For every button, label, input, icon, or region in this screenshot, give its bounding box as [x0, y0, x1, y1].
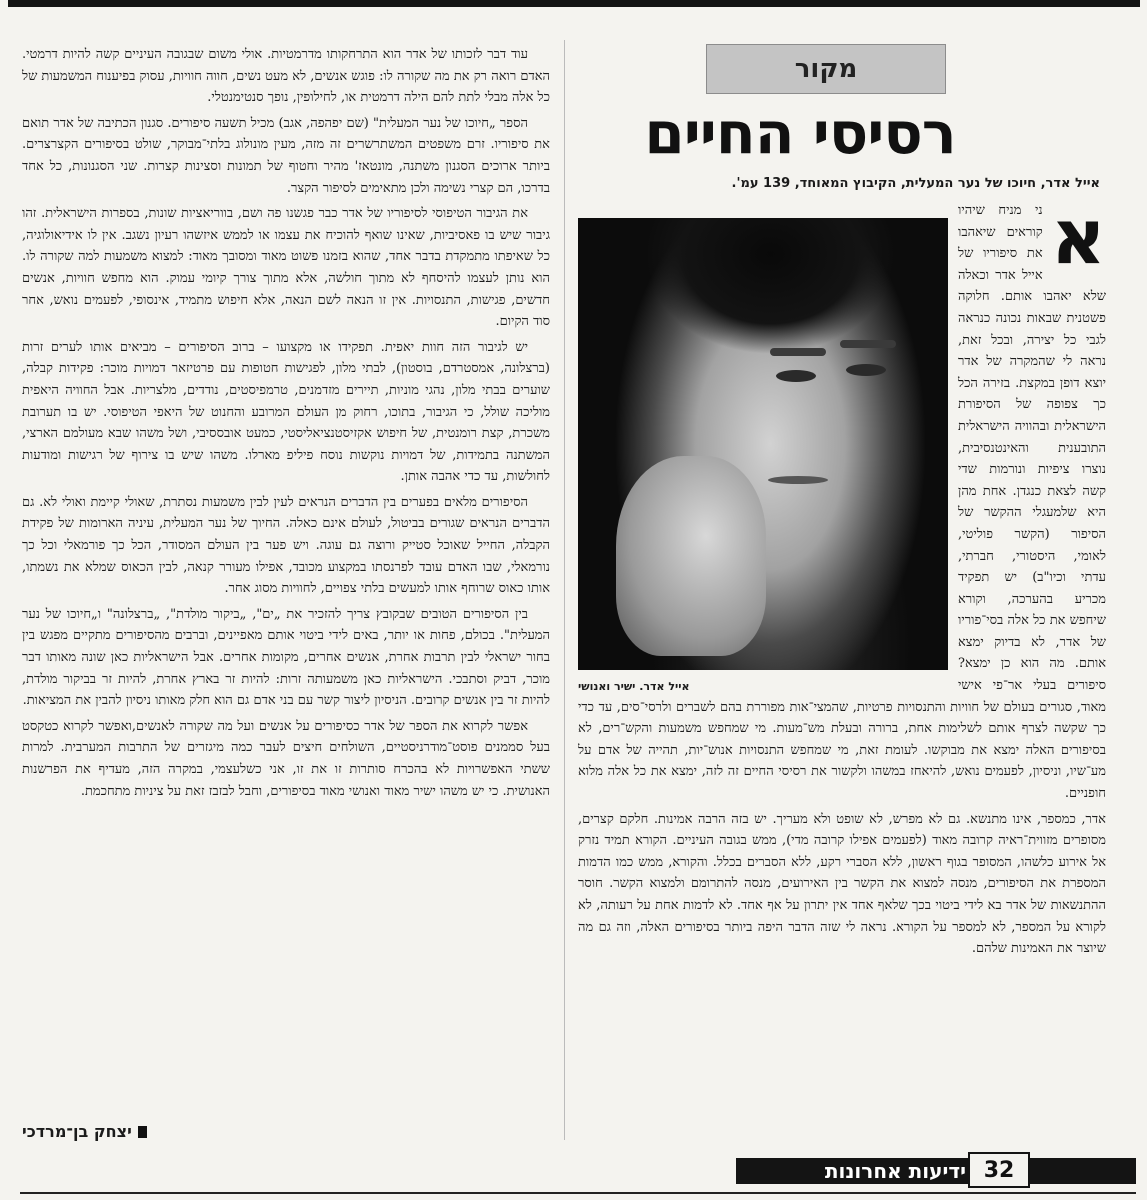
- photo-caption: [578, 676, 948, 698]
- column-divider: [564, 40, 565, 1140]
- newspaper-name: ידיעות אחרונות: [736, 1158, 1036, 1184]
- footer-rule: [1036, 1158, 1136, 1184]
- drop-cap: א: [1050, 200, 1106, 281]
- intro-paragraph-2: אדר, כמספר, אינו מתנשא. גם לא מפרש, לא שופט ולא מעריך. יש בזה הרבה אמינות. חלקם קצרים, מסופרים מזווית־ראיה קרובה מאוד (לפעמים אפילו קרובה מדי), ממש בגובה העיניים. הקורא תמיד נזרק אל אירוע כלשהו, המסופר בגוף ראשון, ללא הסברי רקע, ללא הסברים בכלל. והקורא, ממש כמו הדמות המספרת את הסיפורים, מנסה למצוא את הקשר בין האירועים, מנסה להתרומם ולמצוא הקשר. חוסר ההתנשאות של אדר בא לידי ביטוי בכך שלאף אחד אין יתרון על אף אחד. לא לדמות אחת על רעותה, לא לקורא על המספר, לא למספר על הקורא. נראה לי שזה הדבר היפה ביותר בסיפורים האלה, וזה גם מה שיוצר את האמינות שלהם.: [578, 811, 1106, 957]
- book-credit: אייל אדר, חיוכו של נער המעלית, הקיבוץ המאוחד, 139 עמ'.: [731, 176, 1100, 191]
- intro-column: [578, 200, 1106, 960]
- rubric-label: מקור: [706, 44, 946, 94]
- body-paragraph-4: יש לגיבור הזה חוות יאפית. תפקידו או מקצועו – ברוב הסיפורים – מביאים אותו לערים זרות (ברצלונה, אמסטרדם, בוסטון), לבתי מלון, לפגישות חטופות עם פרטיזאר דמויות מוכר: פקידות קבלה, שוערים בבתי מלון, נהגי מוניות, תיירים מזדמנים, טרמפיסטים, נודדים, מלצריות. אבל החוויה היאפית מוליכה שולל, כי הגיבור, בתוכו, רחוק מן העולם המרובע והחנוט של היאפי הטיפוסי. יש בו תערובת משכרת, קצת רומנטית, של חיפוש אקזיסטנציאליסטי, כמעט אובססיבי, ושל משהו שבא מעולמם הארצי, המשתנה בתמידות, של דמויות נוקשות נוסח פיליפ מארלו. משהו שיש בו צירוף של רגישות ומודעות לחולשות, עד כדי אהבה אותן.: [22, 339, 550, 485]
- author-photo-block: [578, 218, 948, 693]
- bottom-rule: [20, 1192, 1136, 1194]
- byline-author: יצחק בן־מרדכי: [22, 1122, 132, 1141]
- body-column: [22, 44, 550, 1124]
- headline: רסיסי החיים: [644, 99, 956, 167]
- body-paragraph-5: הסיפורים מלאים בפערים בין הדברים הנראים לעין לבין משמעות נסתרת, שאולי קיימת ואולי לא. גם הדברים הנראים שגורים בביטול, לעולם אינם כאלה. החיוך של נער המעלית, עיניה הארומות של פקידת הקבלה, החייל שאוכל סטייק ורוצה גם עוגה. ויש פער בין העולם המסודר, הכל כך פורמאלי וכל כך נורמאלי, שבו האדם עובד לפרנסתו במקצוע מכובד, אפילו מעורר קנאה, לבין הכאוס שמלא את נשמתו, אותו כאוס שרוחף אותו למעשים בלתי צפויים, לחוויות מסוג אחר.: [22, 494, 550, 597]
- body-paragraph-2: הספר „חיוכו של נער המעלית" (שם יפהפה, אגב) מכיל תשעה סיפורים. סגנון הכתיבה של אדר תואם את סיפוריו. זרם משפטים המשתרשרים זה מזה, מעין מונולוג בלתי־מבוקר, שולט בסיפורים הקצרצרים. ביותר ארוכים הסגנון משתנה, מונטאז' מהיר וחטוף של תמונות וסצינות קצרות. שני הסגנונות, כל אחד בדרכו, הם קצרי נשימה ולכן מתאימים לסיפור הקצר.: [22, 115, 550, 196]
- intro-paragraph-1: ני מניח שיהיו קוראים שיאהבו את סיפוריו של אייל אדר וכאלה שלא יאהבו אותם. חלוקה פשטנית שבאות נכונה כנראה לגבי כל יצירה, ובכל זאת, נראה לי שהמקרה של אדר יוצא דופן במקצת. בזירה הכל כך צפופה של הסיפורת הישראלית ובהוויה הישראלית התובענית והאינטנסיבית, נוצרו ציפיות ונורמות שדי קשה לצאת כנגדן. אחת מהן היא שלמעגלי ההקשר של הסיפור (הקשר פוליטי, לאומי, היסטורי, חברתי, עדתי וכיו"ב) יש תפקיד מכריע בהערכה, וקורא שיחפש את כל אלה בסי־פוריו של אדר, לא בדיוק ימצא אותם. מה הוא כן ימצא? סיפורים בעלי אר־פי אישי מאוד, סגורים בעולם של חוויות והתנסויות פרטיות, שהמצי־אות מפוררת בהם לשברים ולרסי־סים, עד כדי כך שקשה לצרף אותם לשלימות אחת, ברורה ובעלת מש־מעות. מי שמחפש משמעות והקש־רים, לא בסיפורים האלה ימצא את מבוקשו. לעומת זאת, מי שמחפש התנסויות אנוש־יות, תהייה של אדם על מע־שיו, וניסיון, לפעמים נואש, להיאחז במשהו ולקשור את רסיסי החיים זה לזה, ימצא את כל אלה מלוא חופניים.: [578, 203, 1106, 802]
- photo-caption-text: אייל אדר. ישיר ואנושי: [578, 680, 690, 693]
- body-paragraph-7: אפשר לקרוא את הספר של אדר כסיפורים על אנשים ועל מה שקורה לאנשים,ואפשר לקרוא כטקסט בעל סממנים פוסט־מודרניסטיים, השולחים חיצים לעבר כמה מיגזרים של התרבות המערבית. למרות ששתי האפשרויות לא בהכרח סותרות זו את זו, אני כשלעצמי, במקרה הזה, מעדיף את הפרשנות האנושית. כי יש משהו ישיר מאוד ואנושי מאוד בסיפורים, וחבל לבזבז זאת על ציניות מתחכמת.: [22, 718, 550, 799]
- body-paragraph-6: בין הסיפורים הטובים שבקובץ צריך להזכיר את „ים", „ביקור מולדת", „ברצלונה" ו„חיוכו של נער המעלית". בכולם, פחות או יותר, באים לידי ביטוי אותם מאפיינים, וברבים מהסיפורים מתקיים מפגש בין בחור ישראלי לבין תרבות אחרת, אנשים אחרים, מקומות אחרים. אבל הישראליות כאן שונה מאותו דבר מוכר, דביק וסתבכי. הישראליות כאן משמעותה זרות: להיות זר בארץ אחרת, להיות זר בביקור מולדת, להיות זר בין אנשים קרובים. הניסיון ליצור קשר עם בני אדם גם הוא חלק מאותו ניסיון להבין את המציאות.: [22, 606, 550, 709]
- body-paragraph-1: עוד דבר לזכותו של אדר הוא התרחקותו מדרמטיות. אולי משום שבגובה העיניים קשה להיות דרמטי. האדם רואה רק את מה שקורה לו: פוגש אנשים, לא מעט נשים, חווה חוויות, עסוק בפיענוח המשמעות של כל אלה מבלי לתת להם הילה דרמטית או, לחילופין, נופך סנטימנטלי.: [22, 47, 550, 106]
- square-bullet-icon: [138, 1126, 147, 1138]
- byline: [22, 1122, 222, 1141]
- body-paragraph-3: את הגיבור הטיפוסי לסיפוריו של אדר כבר פגשנו פה ושם, בווריאציות שונות, בספרות הישראלית. זהו גיבור שיש בו פאסיביות, שאינו שואף להוכיח את עצמו או לממש איזשהו רעיון נשגב. אין לו אידיאולוגיה, כל שאיפתו מתמקדת בדבר אחד, שהוא בזמנו פשוט מאוד ומסובך מאוד: למצוא משמעות למה שקורה לו. הוא נותן לעצמו להיסחף לא מתוך חולשה, אלא מתוך צורך קיומי עמוק. הוא מחפש חוויות, אנשים חדשים, פגישות, התנסויות. אין זו הנאה לשם הנאה, אלא חיפוש מתמיד, אינסופי, לפעמים נואש, אחר סוד הקיום.: [22, 206, 550, 330]
- page-number: 32: [968, 1152, 1030, 1188]
- author-photo: [578, 218, 948, 670]
